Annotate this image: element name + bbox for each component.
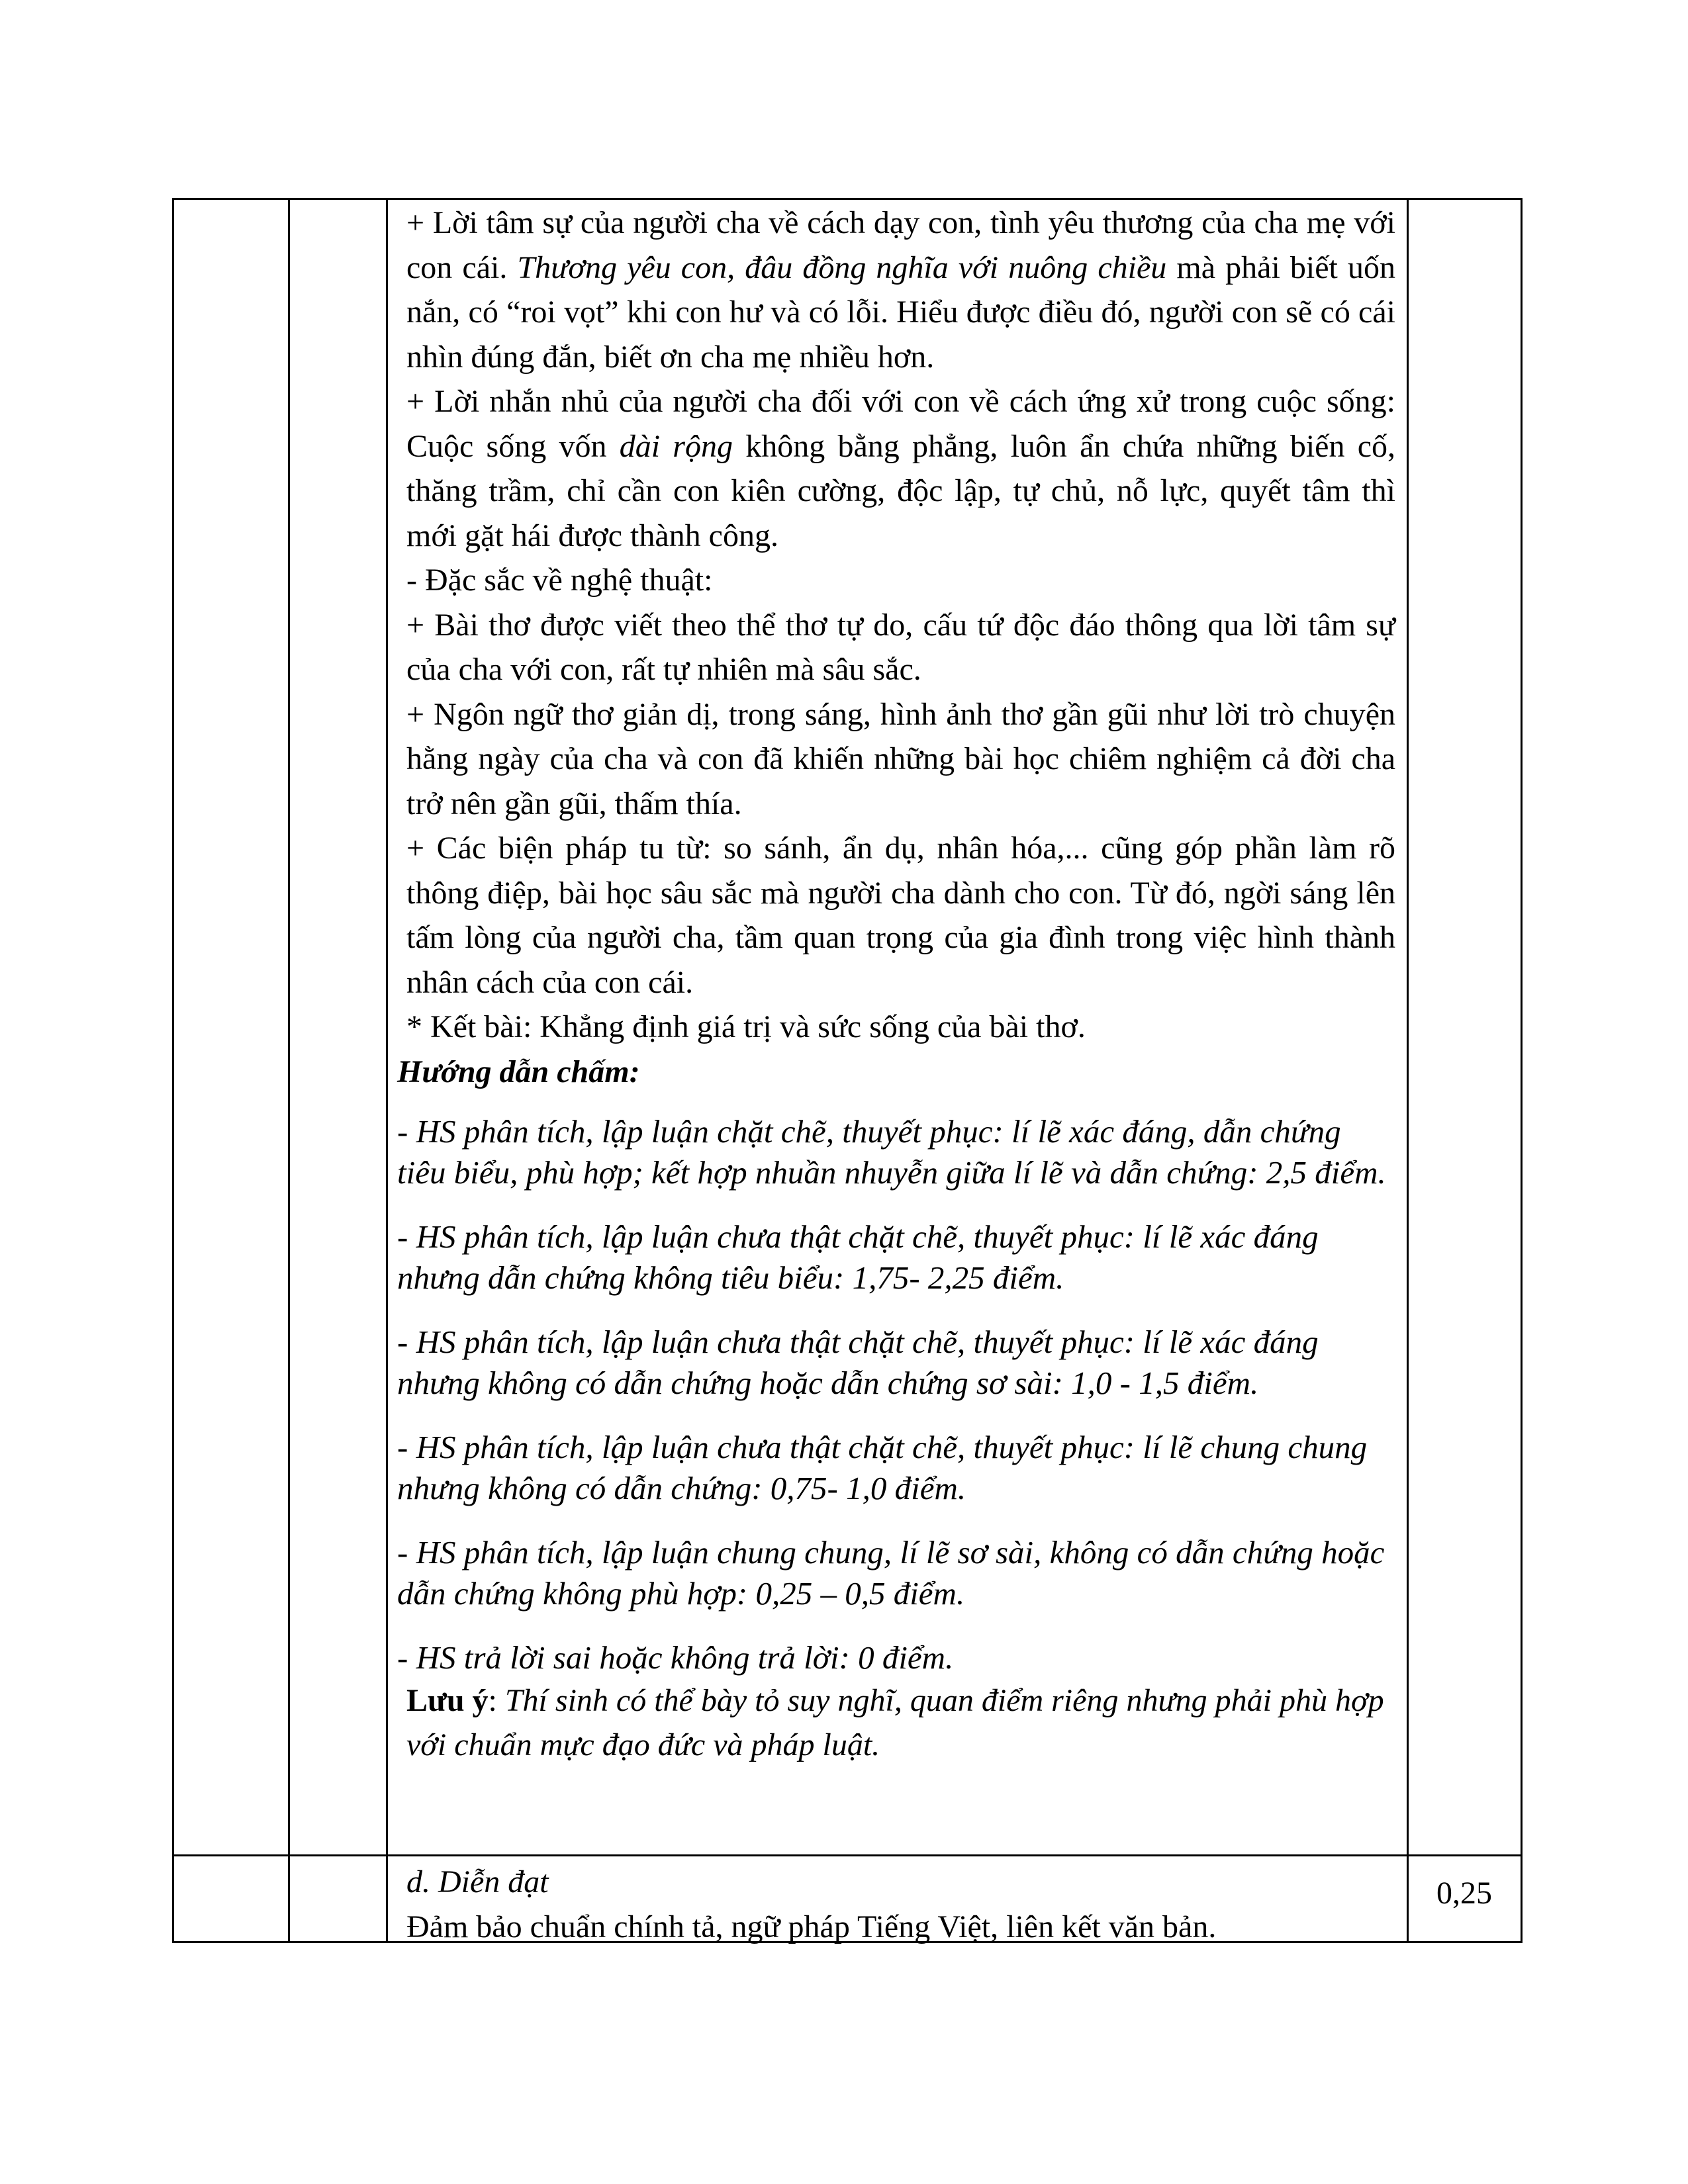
conclusion: * Kết bài: Khẳng định giá trị và sức sống của bài thơ. xyxy=(406,1009,1086,1044)
expression-title: d. Diễn đạt xyxy=(406,1864,549,1899)
text-segment: không bằng phẳng, luôn ẩn chứa những biến cố, thăng trầm, chỉ cần con kiên cường, độc lập, tự chủ, nỗ lực, quyết tâm thì mới gặt hái được thành công. xyxy=(406,428,1396,553)
guide-item: - HS phân tích, lập luận chung chung, lí lẽ sơ sài, không có dẫn chứng hoặc dẫn chứng không phù hợp: 0,25 – 0,5 điểm. xyxy=(397,1534,1385,1612)
table-border-left xyxy=(172,198,174,1943)
life-advice-paragraph xyxy=(406,379,1395,558)
art-point-3: + Các biện pháp tu từ: so sánh, ẩn dụ, nhân hóa,... cũng góp phần làm rõ thông điệp, bài học sâu sắc mà người cha dành cho con. Từ đó, ngời sáng lên tấm lòng của người cha, tầm quan trọng của gia đình trong việc hình thành nhân cách của con cái. xyxy=(406,831,1395,1000)
table-row-divider xyxy=(172,1854,1523,1856)
text-segment: + Lời nhắn nhủ của người cha đối với con về cách ứng xử trong cuộc sống: Cuộc sống vốn xyxy=(406,384,1395,464)
note-label: Lưu ý xyxy=(406,1683,489,1718)
father-advice-paragraph xyxy=(406,201,1395,379)
art-point-1: + Bài thơ được viết theo thể thơ tự do, cấu tứ độc đáo thông qua lời tâm sự của cha với con, rất tự nhiên mà sâu sắc. xyxy=(406,607,1395,687)
guide-item: - HS phân tích, lập luận chưa thật chặt chẽ, thuyết phục: lí lẽ xác đáng nhưng dẫn chứng không tiêu biểu: 1,75- 2,25 điểm. xyxy=(397,1218,1319,1296)
italic-quote: dài rộng xyxy=(619,428,733,464)
text-segment: mà phải biết uốn nắn, có “roi vọt” khi con hư và có lỗi. Hiểu được điều đó, người con sẽ có cái nhìn đúng đắn, biết ơn cha mẹ nhiều hơn. xyxy=(406,250,1395,375)
table-divider-1 xyxy=(288,198,290,1943)
note xyxy=(406,1678,1395,1767)
guide-heading: Hướng dẫn chấm: xyxy=(397,1054,640,1089)
table-border-top xyxy=(172,198,1523,200)
note-text: Thí sinh có thể bày tỏ suy nghĩ, quan điểm riêng nhưng phải phù hợp với chuẩn mực đạo đức và pháp luật. xyxy=(406,1683,1384,1762)
guide-item: - HS phân tích, lập luận chưa thật chặt chẽ, thuyết phục: lí lẽ chung chung nhưng không có dẫn chứng: 0,75- 1,0 điểm. xyxy=(397,1429,1368,1506)
art-heading: - Đặc sắc về nghệ thuật: xyxy=(406,563,713,598)
art-point-2: + Ngôn ngữ thơ giản dị, trong sáng, hình ảnh thơ gần gũi như lời trò chuyện hằng ngày của cha và con đã khiến những bài học chiêm nghiệm cả đời cha trở nên gần gũi, thấm thía. xyxy=(406,696,1395,821)
note-colon: : xyxy=(488,1683,505,1718)
guide-item: - HS trả lời sai hoặc không trả lời: 0 điểm. xyxy=(397,1639,954,1676)
guide-item: - HS phân tích, lập luận chưa thật chặt chẽ, thuyết phục: lí lẽ xác đáng nhưng không có dẫn chứng hoặc dẫn chứng sơ sài: 1,0 - 1,5 điểm. xyxy=(397,1324,1319,1401)
expression-cell xyxy=(406,1860,1395,1949)
text-segment: + Lời tâm sự của người cha về cách dạy con, tình yêu thương của cha mẹ với con cái. xyxy=(406,205,1395,285)
table-border-right xyxy=(1521,198,1523,1943)
expression-score: 0,25 xyxy=(1436,1876,1492,1911)
expression-text: Đảm bảo chuẩn chính tả, ngữ pháp Tiếng Việt, liên kết văn bản. xyxy=(406,1909,1217,1944)
table-divider-2 xyxy=(386,198,388,1943)
italic-quote: Thương yêu con, đâu đồng nghĩa với nuông chiều xyxy=(517,250,1167,285)
table-divider-3 xyxy=(1407,198,1409,1943)
content-cell xyxy=(397,201,1396,1767)
guide-item: - HS phân tích, lập luận chặt chẽ, thuyết phục: lí lẽ xác đáng, dẫn chứng tiêu biểu, phù hợp; kết hợp nhuần nhuyễn giữa lí lẽ và dẫn chứng: 2,5 điểm. xyxy=(397,1113,1386,1191)
